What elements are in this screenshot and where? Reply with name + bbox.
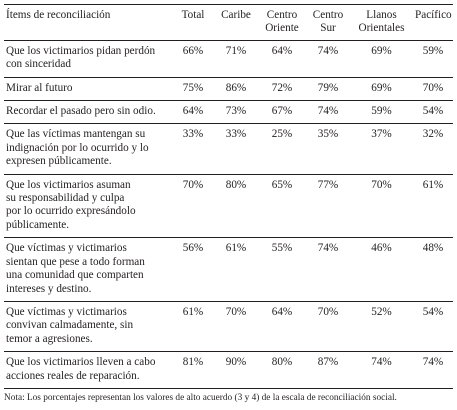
- cell-llanos-orientales: 37%: [350, 124, 413, 174]
- cell-total: 56%: [172, 238, 214, 302]
- table-row: [4, 301, 453, 351]
- cell-centro-oriente: 25%: [258, 124, 306, 174]
- cell-llanos-orientales: 52%: [350, 301, 413, 351]
- cell-centro-oriente: 55%: [258, 238, 306, 302]
- table-row: [4, 40, 453, 77]
- cell-caribe: 90%: [214, 352, 258, 389]
- cell-pacifico: 61%: [413, 174, 453, 238]
- cell-centro-sur: 74%: [306, 101, 350, 124]
- header-centro-oriente: Centro Oriente: [265, 9, 299, 35]
- cell-centro-oriente: 72%: [258, 77, 306, 100]
- cell-llanos-orientales: 70%: [350, 174, 413, 238]
- row-item-label: Recordar el pasado pero sin odio.: [4, 101, 172, 124]
- row-item-label: Mirar al futuro: [4, 77, 172, 100]
- cell-centro-oriente: 67%: [258, 101, 306, 124]
- cell-centro-sur: 74%: [306, 238, 350, 302]
- cell-centro-oriente: 64%: [258, 301, 306, 351]
- cell-pacifico: 32%: [413, 124, 453, 174]
- table-row: [4, 124, 453, 174]
- cell-llanos-orientales: 59%: [350, 101, 413, 124]
- reconciliation-table: [4, 4, 453, 389]
- cell-centro-sur: 79%: [306, 77, 350, 100]
- cell-pacifico: 70%: [413, 77, 453, 100]
- table-row: [4, 238, 453, 302]
- header-centro-sur: Centro Sur: [312, 9, 344, 35]
- cell-llanos-orientales: 46%: [350, 238, 413, 302]
- cell-caribe: 33%: [214, 124, 258, 174]
- cell-pacifico: 48%: [413, 238, 453, 302]
- row-item-label: Que víctimas y victimarios convivan calmadamente, sin temor a agresiones.: [4, 301, 172, 351]
- cell-centro-sur: 70%: [306, 301, 350, 351]
- cell-centro-oriente: 80%: [258, 352, 306, 389]
- cell-caribe: 80%: [214, 174, 258, 238]
- table-row: [4, 174, 453, 238]
- cell-llanos-orientales: 69%: [350, 40, 413, 77]
- cell-total: 70%: [172, 174, 214, 238]
- header-items: Ítems de reconciliación: [6, 9, 111, 21]
- cell-total: 81%: [172, 352, 214, 389]
- header-row: [4, 5, 453, 41]
- header-total: Total: [181, 9, 205, 21]
- table-row: [4, 101, 453, 124]
- table-row: [4, 352, 453, 389]
- table-note: Nota: Los porcentajes representan los valores de alto acuerdo (3 y 4) de la escala de reconciliación social.: [4, 393, 397, 403]
- cell-pacifico: 74%: [413, 352, 453, 389]
- cell-total: 66%: [172, 40, 214, 77]
- row-item-label: Que los victimarios asuman su responsabilidad y culpa por lo ocurrido expresándolo públicamente.: [4, 174, 172, 238]
- cell-llanos-orientales: 69%: [350, 77, 413, 100]
- cell-centro-sur: 77%: [306, 174, 350, 238]
- header-pacifico: Pacífico: [415, 9, 452, 21]
- cell-pacifico: 59%: [413, 40, 453, 77]
- cell-caribe: 71%: [214, 40, 258, 77]
- row-item-label: Que víctimas y victimarios sientan que pese a todo forman una comunidad que comparten intereses y destino.: [4, 238, 172, 302]
- table-header: [4, 5, 453, 41]
- cell-caribe: 61%: [214, 238, 258, 302]
- row-item-label: Que los victimarios lleven a cabo acciones reales de reparación.: [4, 352, 172, 389]
- header-caribe: Caribe: [221, 9, 251, 21]
- cell-centro-oriente: 65%: [258, 174, 306, 238]
- cell-centro-sur: 74%: [306, 40, 350, 77]
- table-row: [4, 77, 453, 100]
- cell-total: 61%: [172, 301, 214, 351]
- row-item-label: Que las víctimas mantengan su indignación por lo ocurrido y lo expresen públicamente.: [4, 124, 172, 174]
- cell-total: 64%: [172, 101, 214, 124]
- cell-caribe: 70%: [214, 301, 258, 351]
- cell-caribe: 86%: [214, 77, 258, 100]
- table-body: [4, 40, 453, 388]
- cell-centro-sur: 87%: [306, 352, 350, 389]
- cell-pacifico: 54%: [413, 101, 453, 124]
- cell-caribe: 73%: [214, 101, 258, 124]
- cell-centro-sur: 35%: [306, 124, 350, 174]
- header-llanos-orientales: Llanos Orientales: [358, 9, 405, 35]
- row-item-label: Que los victimarios pidan perdón con sinceridad: [4, 40, 172, 77]
- cell-llanos-orientales: 74%: [350, 352, 413, 389]
- cell-total: 75%: [172, 77, 214, 100]
- cell-pacifico: 54%: [413, 301, 453, 351]
- cell-centro-oriente: 64%: [258, 40, 306, 77]
- cell-total: 33%: [172, 124, 214, 174]
